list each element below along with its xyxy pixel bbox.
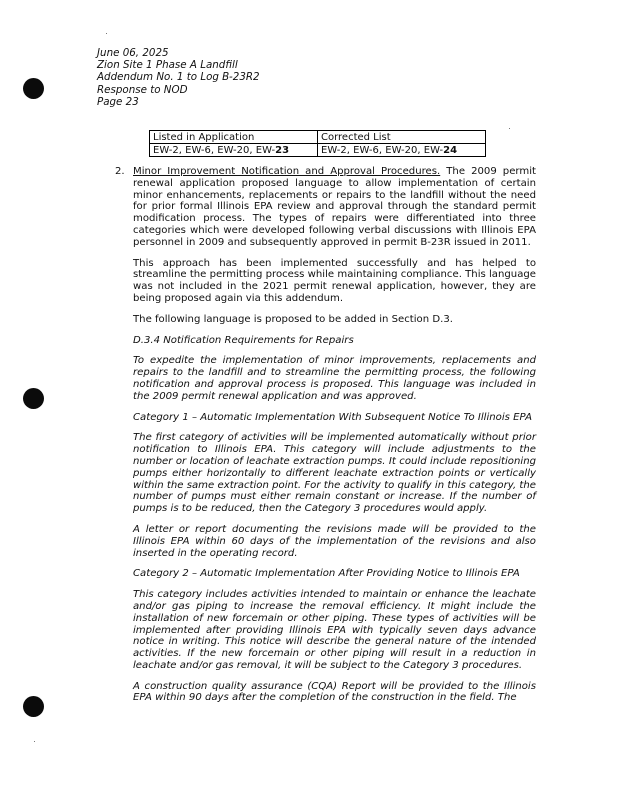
paragraph-expedite: To expedite the implementation of minor improvements, replacements and repairs to the landfill and to streamline the permitting process, the following notification and approval process is proposed. This language was included in the 2009 permit renewal application and was approved. [133,355,536,402]
cell-text: EW-2, EW-6, EW-20, EW- [153,144,276,156]
punch-hole-top [23,78,44,99]
scan-speck [106,33,107,34]
category-1-report: A letter or report documenting the revisions made will be provided to the Illinois EPA within 60 days of the implementation of the revisions and also inserted in the operating record. [133,523,536,559]
cell-text: EW-2, EW-6, EW-20, EW- [321,144,444,156]
paragraph-approach: This approach has been implemented successfully and has helped to streamline the permitting process while maintaining compliance. This language was not included in the 2021 permit renewal application, however, they are being proposed again via this addendum. [133,257,536,304]
table-cell-listed [150,144,318,157]
category-1-title: Category 1 – Automatic Implementation With Subsequent Notice To Illinois EPA [133,411,532,423]
table-header-row [150,131,486,144]
paragraph-intro [133,166,536,249]
scan-speck [509,128,510,129]
scan-speck [34,741,35,742]
document-body [115,166,536,713]
header-response: Response to NOD [97,83,188,96]
header-site: Zion Site 1 Phase A Landfill [97,59,238,72]
category-2-text: This category includes activities intended to maintain or enhance the leachate and/or gas piping to increase the removal efficiency. It might include the installation of new forcemain or other piping. These types of activities will be implemented after providing Illinois EPA with typically seven days advance notice in writing. This notice will describe the general nature of the intended activities. If the new forcemain or other piping will result in a reduction in leachate and/or gas removal, it will be subject to the Category 3 procedures. [133,589,536,671]
item-number: 2. [115,166,125,177]
paragraph-text: The 2009 permit renewal application proposed language to allow implementation of certain minor enhancements, replacements or repairs to the landfill without the need for prior formal Illinois EPA review and approval through the standard permit modification process. The types of repairs were differentiated into three categories which were developed following verbal discussions with Illinois EPA personnel in 2009 and subsequently approved in permit B-23R issued in 2011. [133,166,536,248]
page-header [97,47,260,108]
table-cell-corrected [318,144,486,157]
category-2-title: Category 2 – Automatic Implementation After Providing Notice to Illinois EPA [133,568,520,580]
cell-bold-text: 24 [443,144,458,156]
list-item [115,166,536,704]
table-row [150,144,486,157]
table-header-listed: Listed in Application [150,131,318,144]
paragraph-cqa: A construction quality assurance (CQA) Report will be provided to the Illinois EPA within 90 days after the completion of the construction in the field. The [133,680,536,704]
header-page-number: Page 23 [97,95,139,108]
header-date: June 06, 2025 [97,47,169,59]
category-1-text: The first category of activities will be implemented automatically without prior notification to Illinois EPA. This category will include adjustments to the number or location of leachate extraction pumps. It could include repositioning pumps either horizontally to different leachate extraction points or vertically within the same extraction point. For the activity to qualify in this category, the number of pumps must either remain constant or increase. If the number of pumps is to be reduced, then the Category 3 procedures would apply. [133,432,536,515]
item-heading: Minor Improvement Notification and Approval Procedures. [133,166,441,177]
section-title: D.3.4 Notification Requirements for Repairs [133,334,354,346]
punch-hole-middle [23,388,44,409]
correction-table [149,130,486,157]
punch-hole-bottom [23,696,44,717]
cell-bold-text: 23 [275,144,290,156]
header-addendum: Addendum No. 1 to Log B-23R2 [97,71,260,84]
table-header-corrected: Corrected List [318,131,486,144]
paragraph-proposal: The following language is proposed to be added in Section D.3. [133,313,453,325]
